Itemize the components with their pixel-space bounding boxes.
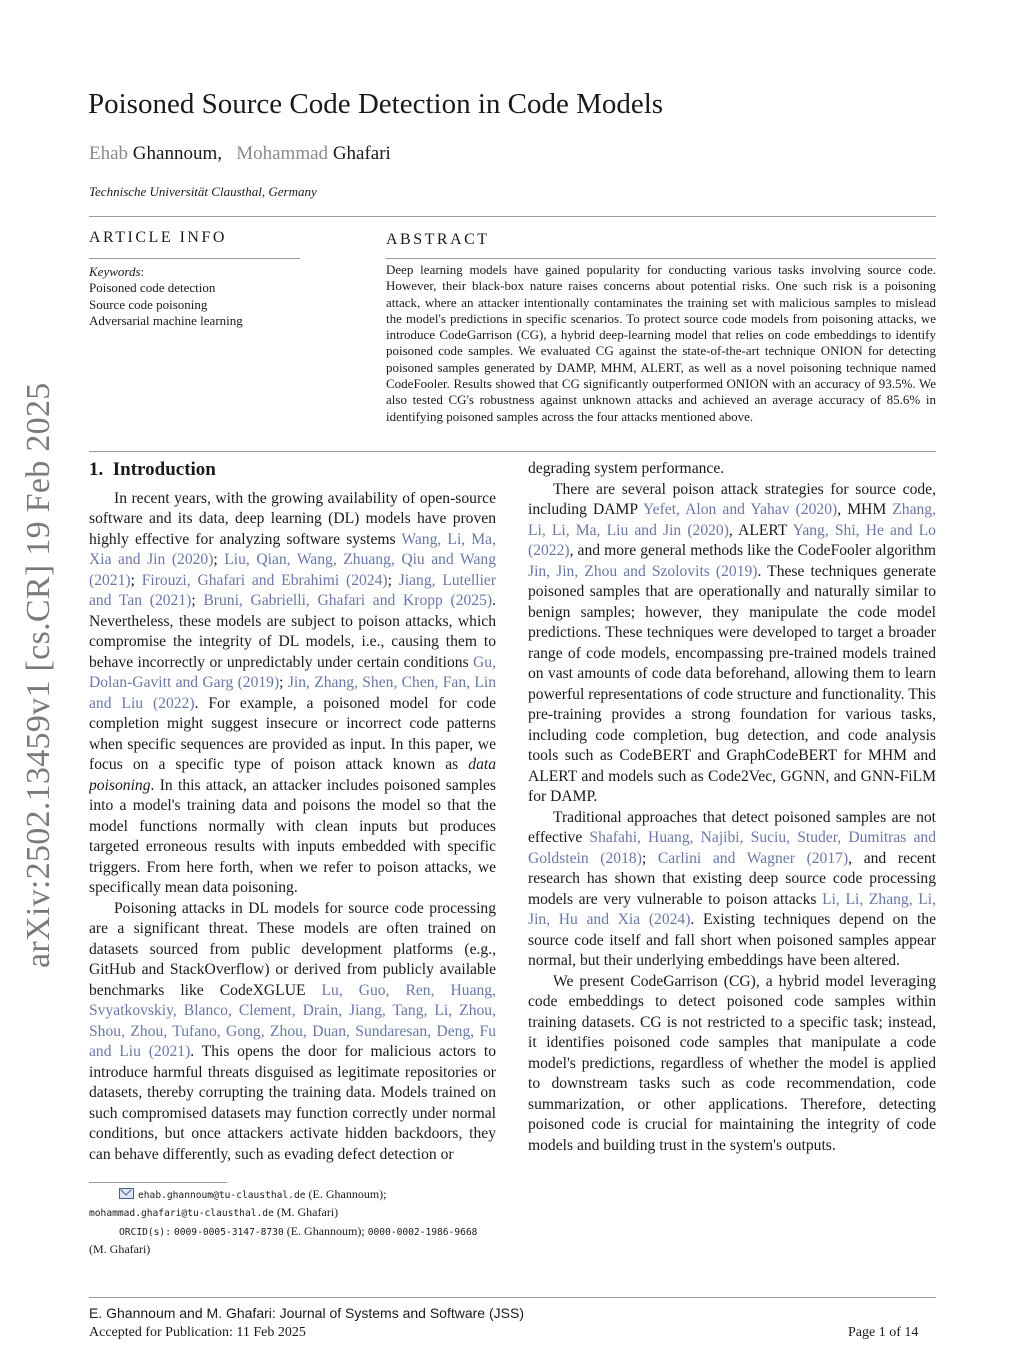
citation-link[interactable]: Wang, Li, Ma, Xia and Jin (2020)	[89, 530, 496, 568]
paragraph	[89, 489, 496, 899]
citation-link[interactable]: Jin, Jin, Zhou and Szolovits (2019)	[528, 562, 758, 580]
citation-link[interactable]: Carlini and Wagner (2017)	[657, 849, 849, 867]
citation-link[interactable]: Li, Li, Zhang, Li, Jin, Hu and Xia (2024)	[528, 890, 936, 928]
body-text: ;	[191, 592, 204, 609]
body-text: ;	[387, 571, 399, 589]
footer-divider	[89, 1297, 936, 1298]
paragraph	[528, 972, 936, 1157]
paragraph	[528, 808, 936, 972]
body-text: Poisoning attacks in DL models for source code processing are a significant threat. These models are often trained on datasets sourced from public development platforms (e.g., GitHub and StackOverflow) or derived from publicly available benchmarks like CodeXGLUE	[89, 899, 496, 999]
keyword: Source code poisoning	[89, 296, 208, 312]
author-given-name: Ehab	[89, 143, 129, 164]
body-column-right	[528, 459, 936, 1244]
body-text: . Nevertheless, these models are subject to poison attacks, which compromise the integrity of DL models, i.e., causing them to behave incorrectly or unpredictably under certain conditions	[89, 592, 496, 671]
header-divider	[89, 216, 936, 217]
citation-link[interactable]: Yefet, Alon and Yahav (2020)	[642, 501, 838, 518]
email-link[interactable]: mohammad.ghafari@tu-clausthal.de	[89, 1208, 274, 1220]
page-number: Page 1 of 14	[848, 1325, 919, 1340]
abstract-divider	[386, 258, 936, 259]
footer-journal: E. Ghannoum and M. Ghafari: Journal of Systems and Software (JSS)	[89, 1305, 524, 1321]
section-heading: 1. Introduction	[89, 460, 216, 480]
paragraph-continued	[528, 459, 936, 480]
body-text: ;	[213, 551, 225, 568]
email-link[interactable]: ehab.ghannoum@tu-clausthal.de	[138, 1190, 306, 1201]
keywords-block: Keywords: Poisoned code detection Source code poisoning Adversarial machine learning	[89, 264, 299, 329]
keyword: Adversarial machine learning	[89, 312, 243, 328]
body-text: ;	[641, 849, 658, 867]
citation-link[interactable]: Zhang, Li, Li, Ma, Liu and Jin (2020)	[528, 501, 936, 539]
paper-title: Poisoned Source Code Detection in Code Models	[88, 88, 664, 120]
affiliation: Technische Universität Clausthal, Germany	[89, 184, 317, 199]
footnote-text: (E. Ghannoum);	[286, 1223, 365, 1238]
body-text: ;	[130, 571, 142, 589]
emphasis-text: data poisoning	[89, 756, 496, 794]
body-text: We present CodeGarrison (CG), a hybrid model leveraging code embeddings to detect poisoned code samples within training datasets. CG is not restricted to a specific task; instead, it identifies poisoned code samples that manipulate a code model's predictions, regardless of whether the model is applied to downstream tasks such as code recommendation, code summarization, or other applications. Therefore, detecting poisoned code is crucial for maintaining the integrity of code models and building trust in the system's outputs.	[528, 972, 936, 1154]
body-text: , MHM	[837, 501, 893, 518]
body-text: , ALERT	[728, 521, 793, 539]
author-given-name: Mohammad	[236, 143, 329, 164]
body-text: In recent years, with the growing availability of open-source software and its data, deep learning (DL) models have proven highly effective for analyzing software systems	[89, 489, 496, 548]
article-info-heading: ARTICLE INFO	[89, 229, 227, 246]
keyword: Poisoned code detection	[89, 280, 216, 296]
body-text: . This opens the door for malicious actors to introduce harmful threats disguised as legitimate repositories or datasets, thereby corrupting the training data. Models trained on such compromised datasets may function correctly under normal conditions, but once attackers activate hidden backdoors, they can behave differently, such as evading defect detection or	[89, 1043, 496, 1163]
keywords-label: Keywords	[89, 264, 141, 279]
citation-link[interactable]: Firouzi, Ghafari and Ebrahimi (2024)	[141, 571, 388, 589]
abstract-bottom-divider	[89, 451, 936, 452]
body-text: ;	[279, 674, 288, 691]
body-text: There are several poison attack strategies for source code, including DAMP	[528, 480, 936, 518]
author-family-name: Ghafari	[332, 143, 391, 164]
abstract-text: Deep learning models have gained popularity for conducting various tasks involving source code. However, their black-box nature raises concerns about potential risks. One such risk is a poisoning attack, where an attacker intentionally contaminates the training set with malicious samples to mislead the model's predictions in specific scenarios. To protect source code models from poisoning attacks, we introduce CodeGarrison (CG), a hybrid deep-learning model that relies on code embeddings to identify poisoned code samples. We evaluated CG against the state-of-the-art technique ONION for detecting poisoned samples generated by DAMP, MHM, ALERT, as well as a novel poisoning technique named CodeFooler. Results showed that CG significantly outperformed ONION with an accuracy of 93.5%. We also tested CG's robustness against unknown attacks and achieved an average accuracy of 85.6% in identifying poisoned samples across the four attacks mentioned above.	[386, 262, 936, 424]
body-column-left	[89, 460, 496, 1175]
footnote-divider	[89, 1182, 227, 1183]
citation-link[interactable]: Bruni, Gabrielli, Ghafari and Kropp (2025)	[203, 592, 493, 609]
body-text: Traditional approaches that detect poisoned samples are not effective	[528, 808, 936, 846]
author-list: Ehab Ghannoum, Mohammad Ghafari	[89, 143, 391, 164]
footnote-text: (M. Ghafari)	[89, 1242, 151, 1257]
email-icon	[119, 1188, 134, 1199]
footnote-text: (E. Ghannoum);	[308, 1187, 387, 1201]
article-info-divider	[89, 258, 300, 259]
citation-link[interactable]: Shafahi, Huang, Najibi, Suciu, Studer, Dumitras and Goldstein (2018)	[528, 829, 936, 867]
citation-link[interactable]: Liu, Qian, Wang, Zhuang, Qiu and Wang (2021)	[89, 551, 496, 589]
body-text: . In this attack, an attacker includes poisoned samples into a model's training data and poisons the model so that the model functions normally with clean inputs but produces targeted erroneous results with inputs embedded with specific triggers. From here forth, when we refer to poison attacks, we specifically mean data poisoning.	[89, 776, 496, 896]
citation-link[interactable]: Jiang, Lutellier and Tan (2021)	[89, 571, 496, 609]
author-family-name: Ghannoum	[132, 143, 218, 164]
paragraph	[89, 899, 496, 1166]
body-text: . Existing techniques depend on the source code itself and fall short when poisoned samples appear normal, but their underlying embeddings have been altered.	[528, 911, 936, 969]
body-text: . These techniques generate poisoned samples that are operationally and naturally similar to benign samples; however, they manipulate the code model predictions. These techniques were developed to target a broader range of code models, encompassing pre-trained models trained on vast amounts of code data beforehand, allowing them to learn powerful representations of code structure and functionality. This pre-training provides a strong foundation for various tasks, including code completion, bug detection, and code analysis tools such as CodeBERT and GraphCodeBERT for MHM and ALERT and models such as Code2Vec, GGNN, and GNN-FiLM for DAMP.	[528, 562, 936, 805]
citation-link[interactable]: Lu, Guo, Ren, Huang, Svyatkovskiy, Blanco, Clement, Drain, Jiang, Tang, Li, Zhou, Shou, Zhou, Tufano, Gong, Zhou, Duan, Sundaresan, Deng, Fu and Liu (2021)	[89, 981, 496, 1060]
footnote	[89, 1186, 494, 1258]
citation-link[interactable]: Jin, Zhang, Shen, Chen, Fan, Lin and Liu (2022)	[89, 674, 496, 712]
body-text: , and more general methods like the CodeFooler algorithm	[569, 542, 936, 559]
footnote-text: (M. Ghafari)	[276, 1205, 339, 1220]
orcid-link[interactable]: 0000-0002-1986-9668	[367, 1226, 478, 1238]
footer-accepted: Accepted for Publication: 11 Feb 2025	[89, 1325, 306, 1340]
arxiv-identifier: arXiv:2502.13459v1 [cs.CR] 19 Feb 2025	[20, 382, 57, 968]
citation-link[interactable]: Gu, Dolan-Gavitt and Garg (2019)	[89, 653, 496, 691]
body-text: , and recent research has shown that existing deep source code processing models are very vulnerable to poison attacks	[528, 849, 936, 908]
body-text: . For example, a poisoned model for code completion might suggest insecure or incorrect code patterns when specific sequences are provided as input. In this paper, we focus on a specific type of poison attack known as	[89, 694, 496, 773]
orcid-link[interactable]: 0009-0005-3147-8730	[173, 1226, 284, 1238]
paragraph	[528, 480, 936, 808]
orcid-label: ORCID(s):	[119, 1226, 171, 1238]
abstract-heading: ABSTRACT	[386, 231, 490, 248]
body-text: degrading system performance.	[528, 460, 725, 477]
citation-link[interactable]: Yang, Shi, He and Lo (2022)	[528, 521, 936, 559]
